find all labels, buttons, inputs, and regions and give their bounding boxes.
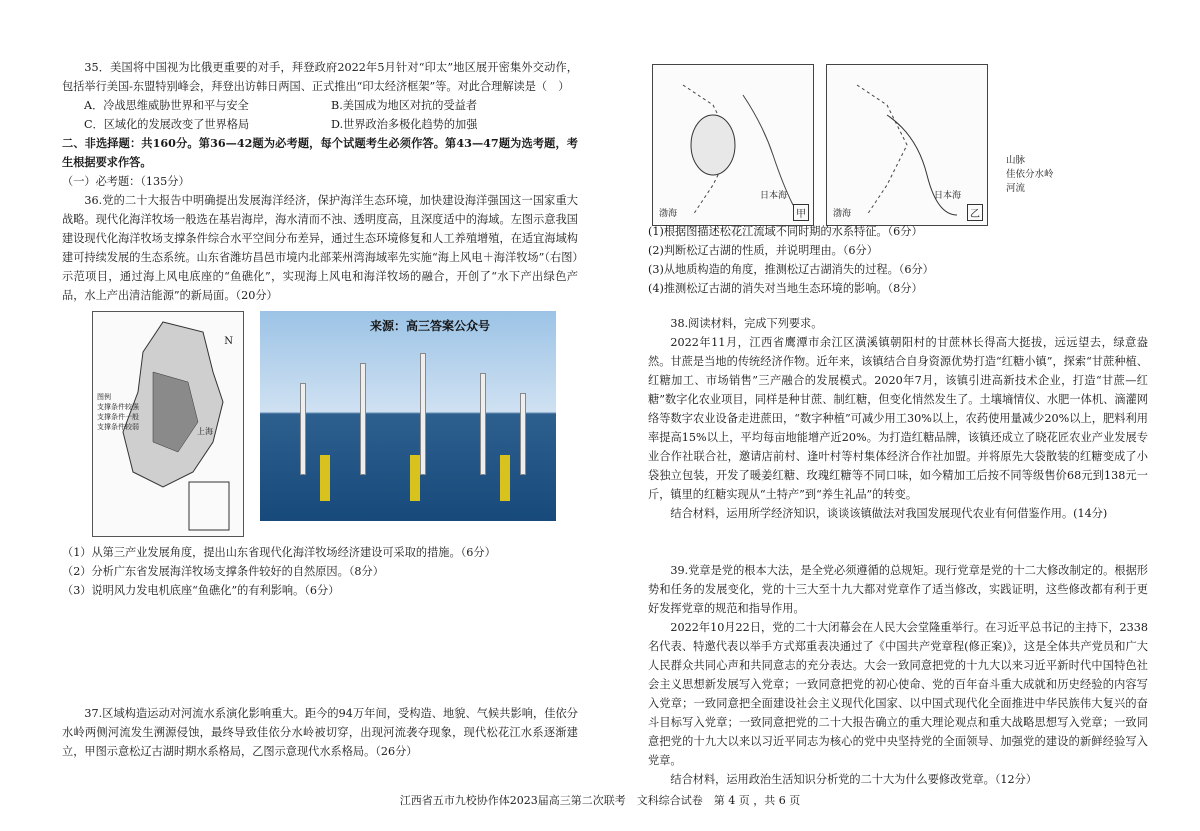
q36-sub2: （2）分析广东省发展海洋牧场支撑条件较好的自然原因。（8分） [62,565,384,578]
q38-stem: 38.阅读材料，完成下列要求。 [670,317,823,330]
answer-space [62,600,578,704]
q35-option-c[interactable]: C．区域化的发展改变了世界格局 [84,118,250,131]
map-legend [97,392,139,432]
q37-stem: 37.区域构造运动对河流水系演化影响重大。距今的94万年间，受构造、地貌、气候共影响，佳依分水岭两侧河流发生溯源侵蚀，最终导致佳依分水岭被切穿，出现河流袭夺现象，现代松花江水系逐渐建立，甲图示意松辽古湖时期水系格局，乙图示意现代水系格局。（26分） [62,707,578,758]
q35-option-b[interactable]: B.美国成为地区对抗的受益者 [331,99,478,112]
legend-item: 支撑条件较强 [97,403,139,411]
map-legend [1006,154,1054,226]
turbine-mast [520,393,526,475]
q37-maps [652,64,1054,226]
map-jia-label: 甲 [793,204,809,221]
map-jia-graphic [653,65,813,225]
q39-stem: 39.党章是党的根本大法，是全党必须遵循的总规矩。现行党章是党的十二大修改制定的。根据形势和任务的发展变化，党的十三大至十九大都对党章作了适当修改，实践证明，这些修改都有利于更好发挥党章的规范和指导作用。 [648,564,1148,615]
q37-sub4: (4)推测松辽古湖的消失对当地生态环境的影响。（8分） [648,282,923,295]
reef-foundation [410,455,420,501]
wind-farm-photo [260,311,556,521]
left-column [62,58,578,761]
legend-divide: 佳依分水岭 [1006,169,1054,180]
map-city-label: 上海 [197,427,213,436]
sea-label: 渤海 [659,209,678,219]
map-yi-graphic [827,65,987,225]
north-arrow: N [224,336,233,347]
q36-figures [92,311,578,537]
map-yi [826,64,988,226]
q38-question: 结合材料，运用所学经济知识，谈谈该镇做法对我国发展现代农业有何借鉴作用。(14分) [670,507,1108,520]
turbine-mast [480,373,486,475]
turbine-mast [420,353,426,475]
legend-mountain: 山脉 [1006,155,1026,166]
reef-foundation [500,455,510,501]
q36-sub1: （1）从第三产业发展角度，提出山东省现代化海洋牧场经济建设可采取的措施。（6分） [62,546,496,559]
q37-sub3: (3)从地质构造的角度，推测松辽古湖消失的过程。（6分） [648,263,934,276]
q35-option-d[interactable]: D.世界政治多极化趋势的加强 [331,118,478,131]
q35-stem: 35．美国将中国视为比俄更重要的对手，拜登政府2022年5月针对“印太”地区展开密集外交动作，包括举行美国-东盟特别峰会，拜登出访韩日两国、正式推出“印太经济框架”等。对此合理解读是（ ） [62,61,578,93]
photo-source-label: 来源：高三答案公众号 [370,319,491,333]
legend-river: 河流 [1006,183,1026,194]
sea-label: 渤海 [833,209,852,219]
right-column [648,222,1148,789]
legend-item: 支撑条件一般 [97,413,139,421]
q39-question: 结合材料，运用政治生活知识分析党的二十大为什么要修改党章。（12分） [670,773,1038,786]
q35-options [62,96,578,134]
q38-material: 2022年11月，江西省鹰潭市余江区潢溪镇朝阳村的甘蔗林长得高大挺拔，远远望去，绿意盎然。甘蔗是当地的传统经济作物。近年来，该镇结合自身资源优势打造“红糖小镇”，探索“甘蔗种植、红糖加工、市场销售”三产融合的发展模式。2020年7月，该镇引进高新技术企业，打造“甘蔗—红糖”数字化农业项目，同样是种甘蔗、制红糖，但变化悄然发生了。土壤墒情仪、水肥一体机、滴灌网络等数字农业设备走进蔗田，“数字种植”可减少用工30%以上，农药使用量减少20%以上，肥料利用率提高15%以上，平均每亩地能增产近20%。为打造红糖品牌，该镇还成立了晓花匠农业产业发展专业合作社联合社，邀请店前村、逢叶村等村集体经济合作社加盟。并将原先大袋散装的红糖变成了小袋独立包装，开发了暖姜红糖、玫瑰红糖等不同口味，如今精加工后按不同等级售价68元到138元一斤，镇里的红糖实现从“土特产”到“养生礼品”的转变。 [648,336,1148,501]
section2-heading: 二、非选择题：共160分。第36—42题为必考题，每个试题考生必须作答。第43—47题为选考题，考生根据要求作答。 [62,136,578,169]
sea-label: 日本海 [933,191,961,201]
q37-sub2: (2)判断松辽古湖的性质，并说明理由。（6分） [648,244,878,257]
legend-title: 图例 [97,393,111,401]
china-map [92,311,244,537]
q36-sub3: （3）说明风力发电机底座“鱼礁化”的有利影响。（6分） [62,584,340,597]
map-yi-label: 乙 [967,204,983,221]
legend-item: 支撑条件较弱 [97,423,139,431]
map-jia [652,64,814,226]
turbine-mast [360,363,366,475]
sea-label: 日本海 [759,191,787,201]
turbine-mast [300,383,306,475]
q36-stem: 36.党的二十大报告中明确提出发展海洋经济，保护海洋生态环境，加快建设海洋强国这一国家重大战略。现代化海洋牧场一般选在基岩海岸，海水清而不浊、透明度高，且深度适中的海域。左图示意我国建设现代化海洋牧场支撑条件综合水平空间分布差异，通过生态环境修复和人工养殖增殖，在适宜海域构建可持续发展的生态系统。山东省潍坊昌邑市境内北部莱州湾海域率先实施“海上风电＋海洋牧场”（右图）示范项目，通过海上风电底座的“鱼礁化”，实现海上风电和海洋牧场的融合，开创了“水下产出绿色产品，水上产出清洁能源”的新局面。（20分） [62,194,578,302]
q37-sub1: (1)根据图描述松花江流域不同时期的水系特征。（6分） [648,225,923,238]
page-footer: 江西省五市九校协作体2023届高三第二次联考 文科综合试卷 第 4 页 ，共 6 页 [399,794,801,807]
q35-option-a[interactable]: A．冷战思维威胁世界和平与安全 [84,99,249,112]
reef-foundation [320,455,330,501]
required-label: （一）必考题：（135分） [62,175,190,188]
q39-material: 2022年10月22日，党的二十大闭幕会在人民大会堂隆重举行。在习近平总书记的主持下，2338名代表、特邀代表以举手方式郑重表决通过了《中国共产党章程(修正案)》，这是全体共产党员和广大人民群众共同心声和共同意志的充分表达。大会一致同意把党的十九大以来习近平新时代中国特色社会主义思想新发展写入党章；一致同意把党的初心使命、党的百年奋斗重大成就和历史经验的内容写入党章；一致同意把全面建设社会主义现代化国家、以中国式现代化全面推进中华民族伟大复兴的奋斗目标写入党章；一致同意把党的二十大报告确立的重大理论观点和重大战略思想写入党章；一致同意把党的十九大以来以习近平同志为核心的党中央坚持党的全面领导、加强党的建设的新鲜经验写入党章。 [648,621,1148,767]
